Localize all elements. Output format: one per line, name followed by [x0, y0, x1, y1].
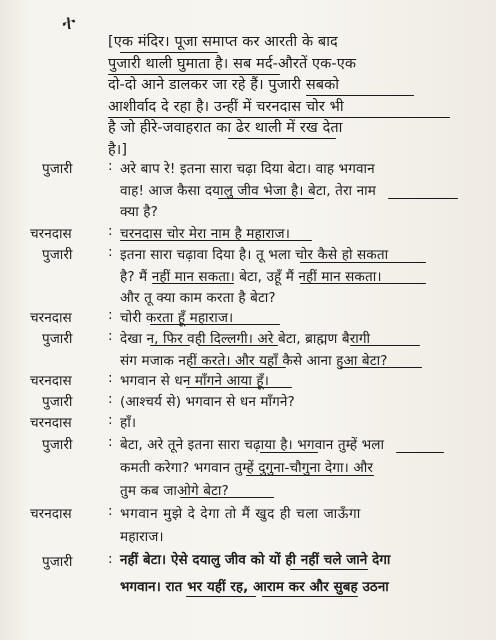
stage-line: पुजारी थाली घुमाता है। सब मर्द-औरतें एक-एक [108, 55, 357, 72]
dialogue-line: हाँ। [120, 415, 137, 431]
speaker-label: पुजारी [42, 554, 73, 570]
pen-underline [228, 138, 336, 139]
dialogue-line: तुम कब जाओगे बेटा? [120, 483, 229, 499]
pen-underline [120, 240, 312, 241]
speaker-label: चरनदास [30, 415, 72, 431]
dialogue-line: महाराज। [120, 529, 164, 545]
speaker-colon: : [108, 391, 113, 407]
dialogue-line: नहीं बेटा। ऐसे दयालु जीव को यों ही नहीं चले जाने देगा [120, 553, 391, 568]
speaker-label: पुजारी [42, 331, 73, 347]
dialogue-line: भगवान से धन माँगने आया हूँ। [120, 373, 269, 389]
dialogue-line: अरे बाप रे! इतना सारा चढ़ा दिया बेटा। वाह भगवान [120, 161, 375, 177]
pen-underline [218, 198, 314, 199]
dialogue-line: कमती करेगा? भगवान तुम्हें दुगुना-चौगुना देगा। और [120, 460, 373, 476]
dialogue-line: (आश्चर्य से) भगवान से धन माँगने? [120, 394, 295, 410]
pen-underline [388, 198, 458, 199]
speaker-label: चरनदास [30, 310, 72, 326]
pen-underline [262, 596, 358, 597]
pen-underline [306, 95, 414, 96]
pen-underline [290, 569, 368, 570]
speaker-colon: : [108, 412, 113, 428]
speaker-colon: : [108, 434, 113, 450]
pen-underline [186, 387, 292, 388]
dialogue-line: और तू क्या काम करता है बेटा? [120, 290, 276, 306]
pen-underline [340, 367, 422, 368]
dialogue-line: संग मजाक नहीं करते। और यहाँ कैसे आना हुआ बेटा? [120, 353, 388, 369]
handwritten-corner-mark: ተ [59, 8, 78, 36]
pen-underline [198, 345, 278, 346]
pen-underline [180, 497, 274, 498]
dialogue-line: बेटा, अरे तूने इतना सारा चढ़ाया है। भगवान तुम्हें भला [120, 437, 385, 453]
speaker-label: पुजारी [42, 247, 73, 263]
speaker-label: चरनदास [30, 226, 72, 242]
speaker-label: चरनदास [30, 506, 72, 522]
pen-underline [246, 475, 374, 476]
pen-underline [350, 345, 420, 346]
dialogue-line: इतना सारा चढ़ावा दिया है। तू भला चोर कैसे हो सकता [120, 247, 389, 263]
stage-line: है जो हीरे-जवाहरात का ढेर थाली में रख देता [108, 120, 343, 137]
stage-line: दो-दो आने डालकर जा रहे हैं। पुजारी सबको [108, 77, 340, 94]
stage-line: आशीर्वाद दे रहा है। उन्हीं में चरनदास चोर भी [108, 98, 344, 115]
speaker-colon: : [108, 551, 113, 567]
pen-underline [300, 262, 426, 263]
dialogue-line: चोरी करता हूँ महाराज। [120, 310, 234, 326]
dialogue-line: भगवान। रात भर यहीं रह, आराम कर और सुबह उठना [120, 580, 389, 595]
speaker-colon: : [108, 307, 113, 323]
speaker-colon: : [108, 244, 113, 260]
speaker-colon: : [108, 223, 113, 239]
pen-underline [190, 367, 286, 368]
speaker-label: चरनदास [30, 373, 72, 389]
pen-underline [120, 52, 218, 53]
dialogue-line: है? मैं नहीं मान सकता। बेटा, उहूँ मैं नहीं मान सकता। [120, 269, 382, 285]
speaker-colon: : [108, 158, 113, 174]
pen-underline [396, 452, 444, 453]
pen-underline [300, 283, 426, 284]
pen-underline [108, 117, 450, 118]
pen-underline [152, 283, 234, 284]
pen-underline [260, 452, 318, 453]
dialogue-line: वाह! आज कैसा दयालु जीव भेजा है। बेटा, तेरा नाम [120, 183, 376, 199]
speaker-colon: : [108, 370, 113, 386]
speaker-colon: : [108, 328, 113, 344]
speaker-label: पुजारी [42, 394, 73, 410]
stage-line: है।] [108, 141, 128, 158]
pen-underline [150, 345, 190, 346]
dialogue-line: देखा न, फिर वही दिल्लगी। अरे बेटा, ब्राह्मण बैरागी [120, 331, 371, 347]
dialogue-line: क्या है? [120, 204, 158, 220]
pen-underline [108, 74, 280, 75]
dialogue-line: चरनदास चोर मेरा नाम है महाराज। [120, 226, 290, 242]
speaker-label: पुजारी [42, 437, 73, 453]
speaker-label: पुजारी [42, 161, 73, 177]
dialogue-line: भगवान मुझे दे देगा तो मैं खुद ही चला जाऊँगा [120, 506, 361, 522]
pen-underline [186, 596, 256, 597]
speaker-colon: : [108, 503, 113, 519]
stage-line: [एक मंदिर। पूजा समाप्त कर आरती के बाद [108, 34, 338, 50]
pen-underline [150, 324, 280, 325]
